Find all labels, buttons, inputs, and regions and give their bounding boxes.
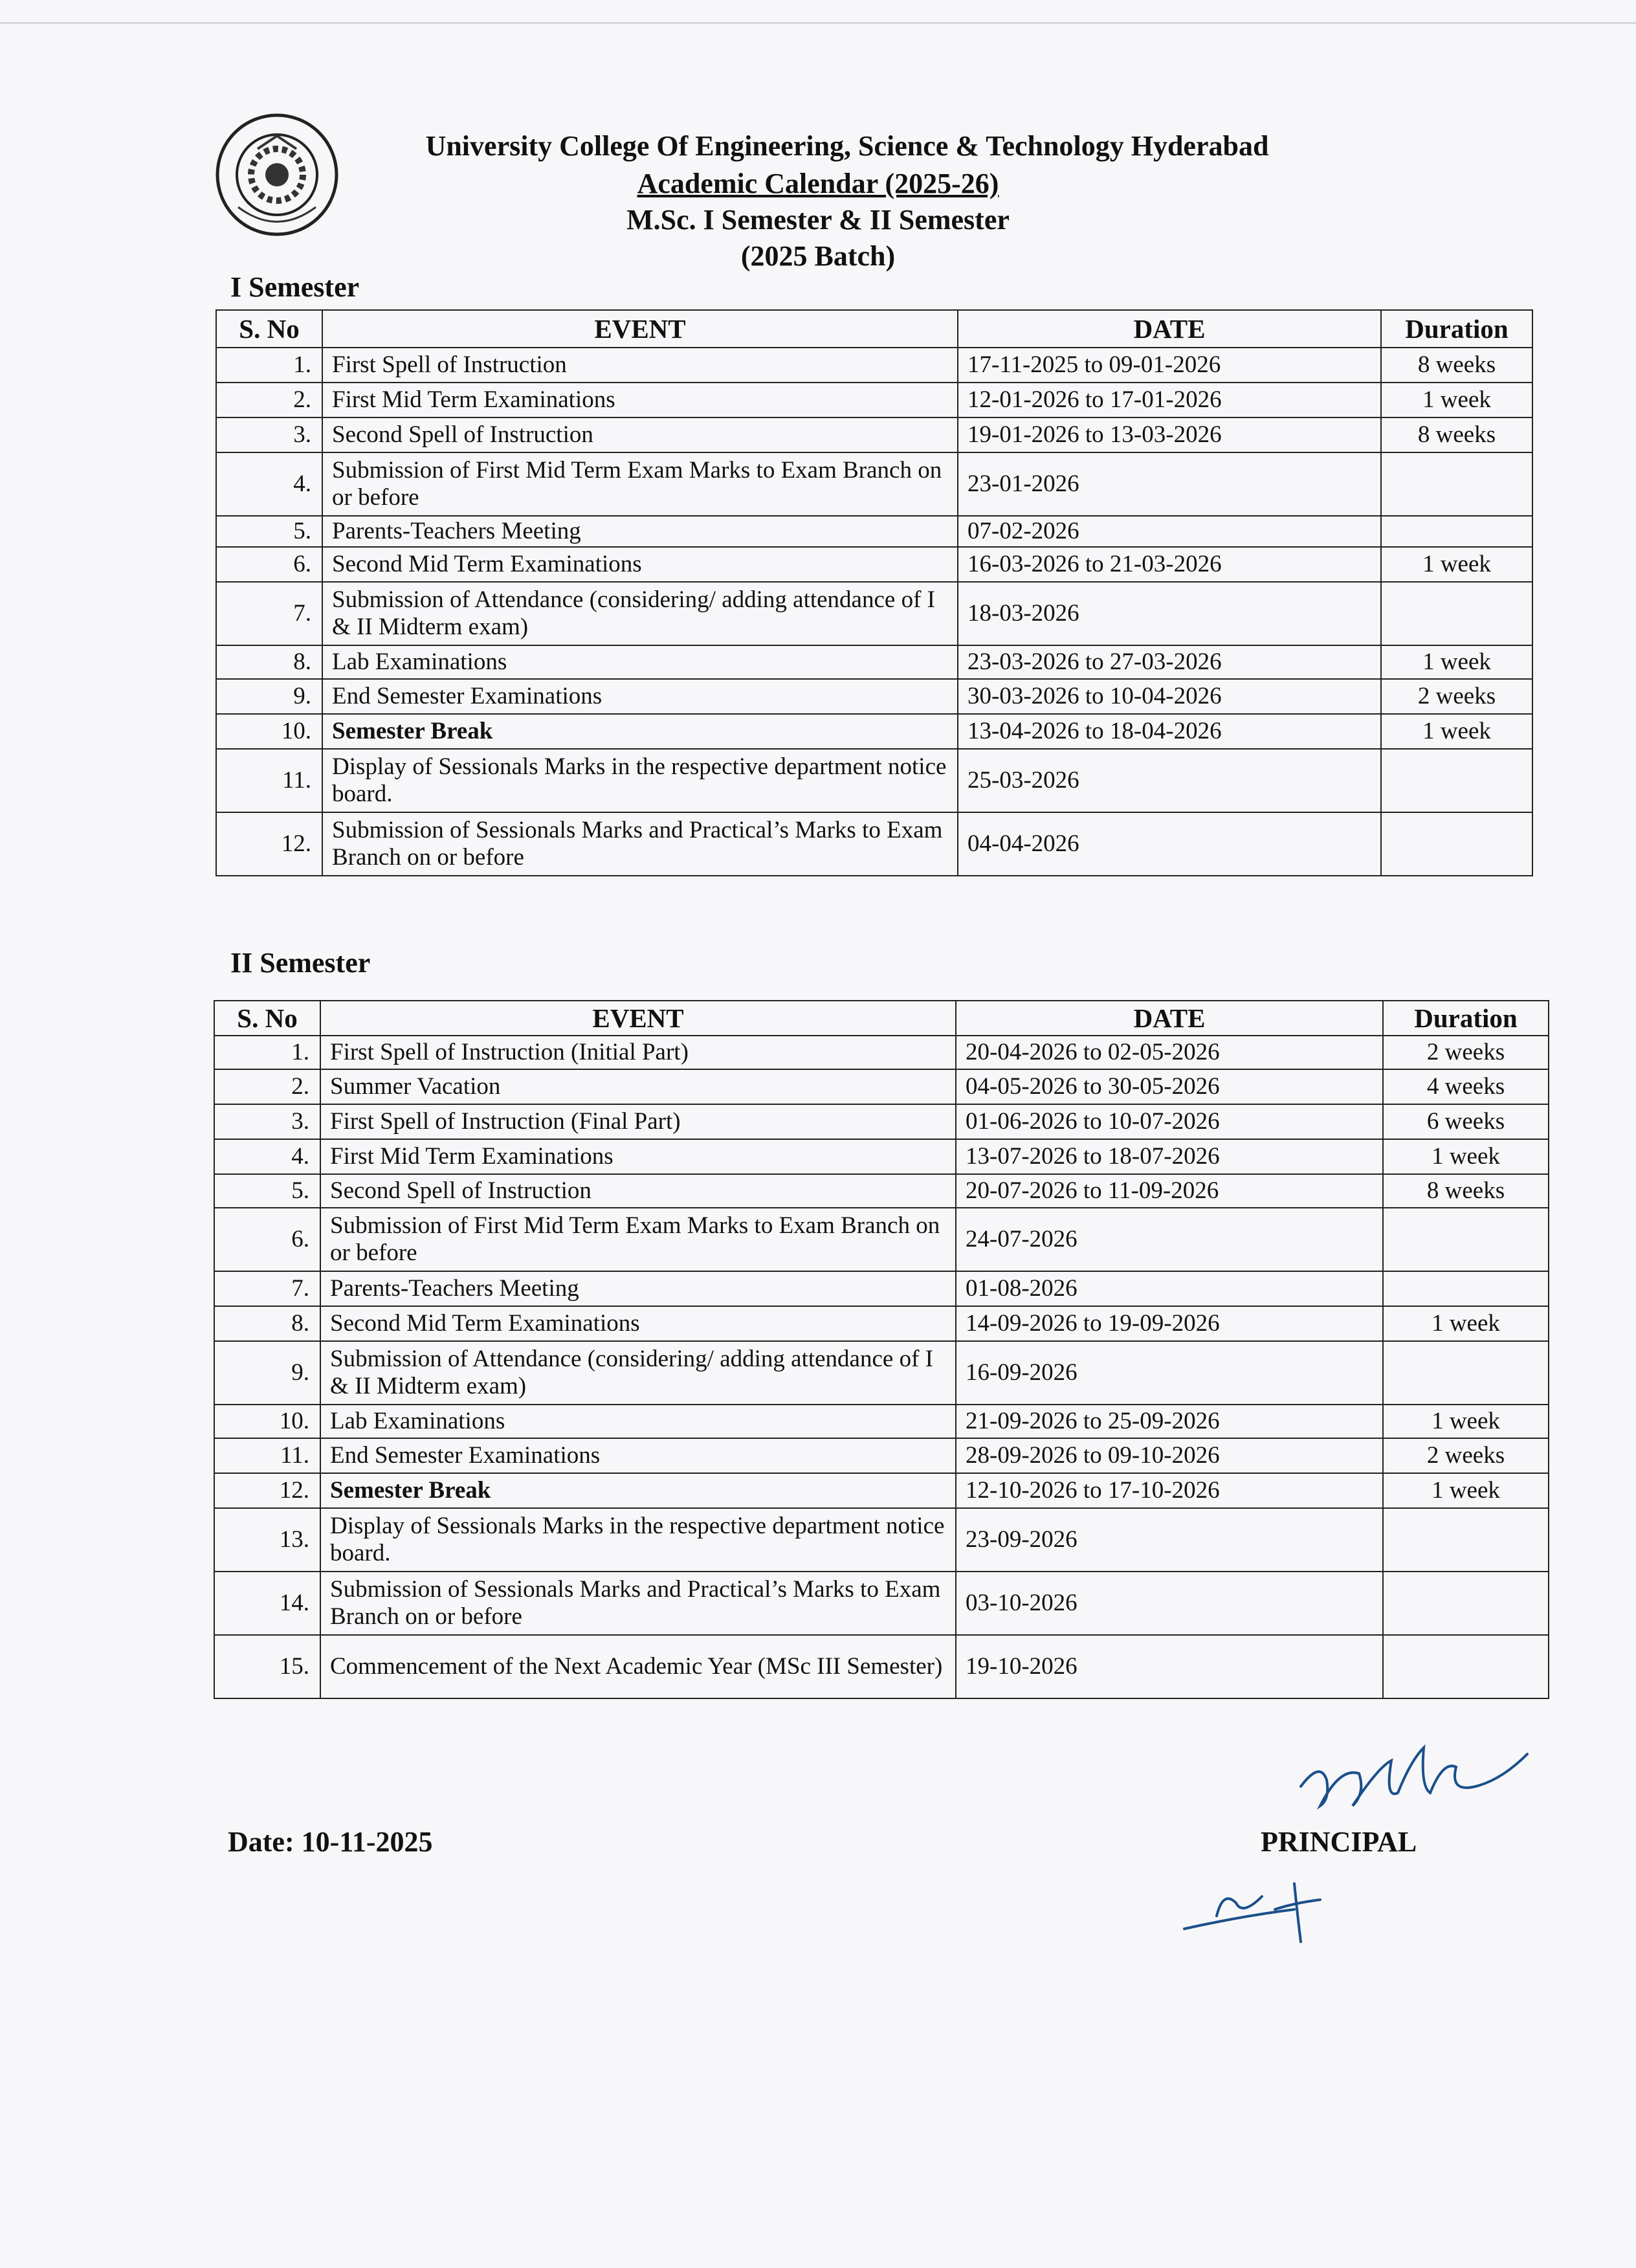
sno-cell: 5. — [216, 516, 322, 547]
event-cell: Second Mid Term Examinations — [320, 1306, 956, 1341]
col-date: DATE — [956, 1001, 1383, 1036]
batch-label: (2025 Batch) — [740, 240, 896, 272]
duration-cell — [1383, 1508, 1549, 1572]
table-row — [214, 1473, 1549, 1508]
event-cell: Display of Sessionals Marks in the respective department notice board. — [322, 749, 958, 812]
duration-cell — [1383, 1271, 1549, 1306]
duration-cell: 2 weeks — [1383, 1036, 1549, 1069]
sno-cell: 1. — [216, 348, 322, 383]
date-cell: 23-01-2026 — [958, 452, 1381, 516]
date-cell: 19-10-2026 — [956, 1635, 1383, 1698]
sno-cell: 2. — [216, 383, 322, 417]
duration-cell: 1 week — [1381, 383, 1532, 417]
duration-cell — [1381, 516, 1532, 547]
table-row — [216, 582, 1532, 645]
col-sno: S. No — [214, 1001, 320, 1036]
col-duration: Duration — [1383, 1001, 1549, 1036]
table-row — [214, 1271, 1549, 1306]
event-cell: Second Spell of Instruction — [320, 1174, 956, 1208]
event-cell: Parents-Teachers Meeting — [322, 516, 958, 547]
sno-cell: 10. — [216, 714, 322, 749]
sem1-title: I Semester — [230, 271, 360, 303]
date-cell: 14-09-2026 to 19-09-2026 — [956, 1306, 1383, 1341]
date-cell: 20-04-2026 to 02-05-2026 — [956, 1036, 1383, 1069]
duration-cell: 1 week — [1381, 547, 1532, 582]
table-row — [214, 1036, 1549, 1069]
duration-cell — [1381, 812, 1532, 876]
duration-cell — [1381, 582, 1532, 645]
event-cell: Summer Vacation — [320, 1069, 956, 1104]
duration-cell: 2 weeks — [1383, 1438, 1549, 1473]
college-name: University College Of Engineering, Science & Technology Hyderabad — [425, 130, 1269, 162]
table-row — [216, 714, 1532, 749]
table-row — [214, 1341, 1549, 1405]
sno-cell: 3. — [216, 417, 322, 452]
sem2-table — [214, 1000, 1549, 1699]
date-cell: 07-02-2026 — [958, 516, 1381, 547]
duration-cell — [1383, 1208, 1549, 1271]
date-cell: 23-03-2026 to 27-03-2026 — [958, 645, 1381, 679]
date-cell: 13-04-2026 to 18-04-2026 — [958, 714, 1381, 749]
principal-signature-icon — [1165, 1722, 1540, 1955]
sno-cell: 11. — [214, 1438, 320, 1473]
sno-cell: 7. — [214, 1271, 320, 1306]
event-cell: First Spell of Instruction — [322, 348, 958, 383]
event-cell: Submission of Attendance (considering/ adding attendance of I & II Midterm exam) — [320, 1341, 956, 1405]
duration-cell: 1 week — [1383, 1139, 1549, 1174]
sno-cell: 7. — [216, 582, 322, 645]
event-cell: Lab Examinations — [320, 1405, 956, 1438]
table-row — [216, 452, 1532, 516]
sno-cell: 10. — [214, 1405, 320, 1438]
date-cell: 13-07-2026 to 18-07-2026 — [956, 1139, 1383, 1174]
table-row — [214, 1104, 1549, 1139]
date-cell: 16-03-2026 to 21-03-2026 — [958, 547, 1381, 582]
duration-cell: 8 weeks — [1381, 417, 1532, 452]
sno-cell: 2. — [214, 1069, 320, 1104]
event-cell: Second Spell of Instruction — [322, 417, 958, 452]
table-row — [214, 1174, 1549, 1208]
event-cell: Submission of Sessionals Marks and Practical’s Marks to Exam Branch on or before — [320, 1572, 956, 1635]
event-cell: Submission of Attendance (considering/ adding attendance of I & II Midterm exam) — [322, 582, 958, 645]
issue-date: Date: 10-11-2025 — [228, 1826, 433, 1858]
sno-cell: 12. — [214, 1473, 320, 1508]
event-cell: First Spell of Instruction (Initial Part) — [320, 1036, 956, 1069]
col-duration: Duration — [1381, 310, 1532, 348]
sno-cell: 4. — [216, 452, 322, 516]
duration-cell: 1 week — [1381, 645, 1532, 679]
event-cell: Lab Examinations — [322, 645, 958, 679]
date-cell: 17-11-2025 to 09-01-2026 — [958, 348, 1381, 383]
sno-cell: 14. — [214, 1572, 320, 1635]
date-cell: 04-05-2026 to 30-05-2026 — [956, 1069, 1383, 1104]
date-cell: 03-10-2026 — [956, 1572, 1383, 1635]
duration-cell: 6 weeks — [1383, 1104, 1549, 1139]
event-cell: Second Mid Term Examinations — [322, 547, 958, 582]
sno-cell: 12. — [216, 812, 322, 876]
table-row — [214, 1508, 1549, 1572]
event-cell: Semester Break — [322, 714, 958, 749]
sno-cell: 6. — [216, 547, 322, 582]
principal-label: PRINCIPAL — [1261, 1826, 1417, 1858]
duration-cell — [1381, 452, 1532, 516]
duration-cell: 8 weeks — [1383, 1174, 1549, 1208]
calendar-title: Academic Calendar (2025-26) — [637, 168, 999, 199]
event-cell: End Semester Examinations — [320, 1438, 956, 1473]
col-event: EVENT — [322, 310, 958, 348]
duration-cell — [1383, 1341, 1549, 1405]
sno-cell: 4. — [214, 1139, 320, 1174]
sno-cell: 11. — [216, 749, 322, 812]
table-row — [216, 516, 1532, 547]
event-cell: First Mid Term Examinations — [320, 1139, 956, 1174]
date-cell: 20-07-2026 to 11-09-2026 — [956, 1174, 1383, 1208]
date-cell: 12-01-2026 to 17-01-2026 — [958, 383, 1381, 417]
table-row — [216, 547, 1532, 582]
event-cell: Submission of First Mid Term Exam Marks to Exam Branch on or before — [322, 452, 958, 516]
table-row — [214, 1438, 1549, 1473]
date-cell: 25-03-2026 — [958, 749, 1381, 812]
duration-cell: 8 weeks — [1381, 348, 1532, 383]
duration-cell: 1 week — [1383, 1306, 1549, 1341]
event-cell: End Semester Examinations — [322, 679, 958, 714]
date-cell: 04-04-2026 — [958, 812, 1381, 876]
sno-cell: 1. — [214, 1036, 320, 1069]
date-cell: 19-01-2026 to 13-03-2026 — [958, 417, 1381, 452]
date-cell: 18-03-2026 — [958, 582, 1381, 645]
table-row — [214, 1069, 1549, 1104]
duration-cell: 1 week — [1383, 1473, 1549, 1508]
date-cell: 01-08-2026 — [956, 1271, 1383, 1306]
event-cell: Display of Sessionals Marks in the respective department notice board. — [320, 1508, 956, 1572]
event-cell: First Mid Term Examinations — [322, 383, 958, 417]
sno-cell: 13. — [214, 1508, 320, 1572]
table-row — [216, 812, 1532, 876]
duration-cell — [1383, 1635, 1549, 1698]
sno-cell: 9. — [216, 679, 322, 714]
duration-cell: 1 week — [1383, 1405, 1549, 1438]
sem2-title: II Semester — [230, 947, 371, 979]
event-cell: Semester Break — [320, 1473, 956, 1508]
sno-cell: 9. — [214, 1341, 320, 1405]
sno-cell: 8. — [216, 645, 322, 679]
event-cell: Submission of Sessionals Marks and Practical’s Marks to Exam Branch on or before — [322, 812, 958, 876]
duration-cell: 1 week — [1381, 714, 1532, 749]
col-sno: S. No — [216, 310, 322, 348]
table-row — [214, 1635, 1549, 1698]
sno-cell: 6. — [214, 1208, 320, 1271]
table-row — [216, 417, 1532, 452]
table-row — [214, 1139, 1549, 1174]
document-header — [0, 127, 1636, 274]
date-cell: 30-03-2026 to 10-04-2026 — [958, 679, 1381, 714]
duration-cell: 2 weeks — [1381, 679, 1532, 714]
table-row — [216, 645, 1532, 679]
date-cell: 28-09-2026 to 09-10-2026 — [956, 1438, 1383, 1473]
sno-cell: 15. — [214, 1635, 320, 1698]
duration-cell: 4 weeks — [1383, 1069, 1549, 1104]
col-event: EVENT — [320, 1001, 956, 1036]
program-title: M.Sc. I Semester & II Semester — [626, 204, 1010, 236]
sem1-table — [216, 309, 1533, 876]
date-cell: 12-10-2026 to 17-10-2026 — [956, 1473, 1383, 1508]
table-row — [216, 749, 1532, 812]
table-row — [216, 348, 1532, 383]
event-cell: Submission of First Mid Term Exam Marks to Exam Branch on or before — [320, 1208, 956, 1271]
scan-edge-line — [0, 22, 1636, 24]
date-cell: 24-07-2026 — [956, 1208, 1383, 1271]
event-cell: Commencement of the Next Academic Year (MSc III Semester) — [320, 1635, 956, 1698]
table-row — [214, 1208, 1549, 1271]
duration-cell — [1383, 1572, 1549, 1635]
event-cell: Parents-Teachers Meeting — [320, 1271, 956, 1306]
table-row — [214, 1306, 1549, 1341]
date-cell: 01-06-2026 to 10-07-2026 — [956, 1104, 1383, 1139]
table-row — [214, 1572, 1549, 1635]
sno-cell: 5. — [214, 1174, 320, 1208]
sno-cell: 3. — [214, 1104, 320, 1139]
date-cell: 21-09-2026 to 25-09-2026 — [956, 1405, 1383, 1438]
duration-cell — [1381, 749, 1532, 812]
sno-cell: 8. — [214, 1306, 320, 1341]
col-date: DATE — [958, 310, 1381, 348]
date-cell: 23-09-2026 — [956, 1508, 1383, 1572]
date-cell: 16-09-2026 — [956, 1341, 1383, 1405]
table-row — [216, 679, 1532, 714]
event-cell: First Spell of Instruction (Final Part) — [320, 1104, 956, 1139]
table-row — [214, 1405, 1549, 1438]
table-row — [216, 383, 1532, 417]
